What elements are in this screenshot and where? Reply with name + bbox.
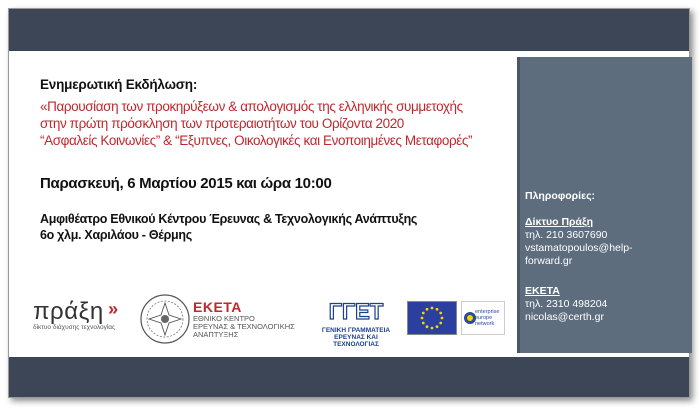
bottom-bar (9, 357, 689, 397)
info-heading: Πληροφορίες: (525, 190, 596, 202)
praxi-logo (33, 298, 139, 336)
eketa-logo-name: ΕΚΕΤΑ (193, 299, 242, 315)
contact-email-eketa: nicolas@certh.gr (525, 311, 604, 323)
event-subtitle-line-2: στην πρώτη πρόσκληση των προτεραιοτήτων του Ορίζοντα 2020 (40, 116, 404, 131)
main-content (9, 57, 515, 353)
eketa-logo-line-3: ΑΝΑΠΤΥΞΗΣ (193, 330, 239, 339)
gget-logo (312, 300, 400, 348)
gget-line-2: ΕΡΕΥΝΑΣ ΚΑΙ ΤΕΧΝΟΛΟΓΙΑΣ (333, 334, 379, 348)
seal-emblem-icon (139, 293, 191, 345)
gget-line-1: ΓΕΝΙΚΗ ΓΡΑΜΜΑΤΕΙΑ (321, 327, 391, 334)
gget-mark-icon (312, 300, 400, 322)
contact-phone-praxi: τηλ. 210 3607690 (525, 229, 608, 241)
een-line-1: enterprise (475, 309, 500, 315)
eketa-logo (193, 299, 313, 345)
een-line-2: europe (475, 315, 493, 321)
contact-phone-eketa: τηλ. 2310 498204 (525, 298, 608, 310)
event-subtitle-line-1: «Παρουσίαση των προκηρύξεων & απολογισμός της ελληνικής συμμετοχής (40, 99, 463, 114)
event-date: Παρασκευή, 6 Μαρτίου 2015 και ώρα 10:00 (40, 175, 332, 192)
info-block (525, 190, 633, 324)
event-venue-line-1: Αμφιθέατρο Εθνικού Κέντρου Έρευνας & Τεχνολογικής Ανάπτυξης (40, 212, 418, 226)
eu-flag-icon (408, 302, 456, 334)
contact-email-praxi-line-1: vstamatopoulos@help- (525, 242, 633, 254)
een-line-3: network (475, 321, 495, 327)
eketa-logo-line-1: ΕΘΝΙΚΟ ΚΕΝΤΡΟ (193, 314, 255, 323)
eu-flag-logo (407, 301, 457, 335)
contact-email-praxi-line-2: forward.gr (525, 255, 573, 267)
praxi-logo-tagline: δίκτυο διάχυσης τεχνολογίας (33, 324, 116, 331)
praxi-logo-arrows: » (108, 299, 119, 319)
event-subtitle-line-3: “Ασφαλείς Κοινωνίες” & “Εξυπνες, Οικολογικές και Ενοποιημένες Μεταφορές” (40, 133, 473, 148)
top-bar (9, 9, 689, 51)
gget-mark-text: ΓΓΕΤ (328, 300, 384, 322)
contact-org-praxi: Δίκτυο Πράξη (525, 216, 594, 228)
een-logo (461, 301, 505, 335)
event-title: Ενημερωτική Εκδήλωση: (40, 77, 198, 92)
event-venue-line-2: 6ο χλμ. Χαριλάου - Θέρμης (40, 228, 192, 242)
seal-logo (139, 293, 191, 345)
eketa-logo-line-2: ΕΡΕΥΝΑΣ & ΤΕΧΝΟΛΟΓΙΚΗΣ (193, 322, 295, 331)
contact-org-eketa: ΕΚΕΤΑ (525, 285, 560, 297)
praxi-logo-name: πράξη (33, 298, 104, 325)
